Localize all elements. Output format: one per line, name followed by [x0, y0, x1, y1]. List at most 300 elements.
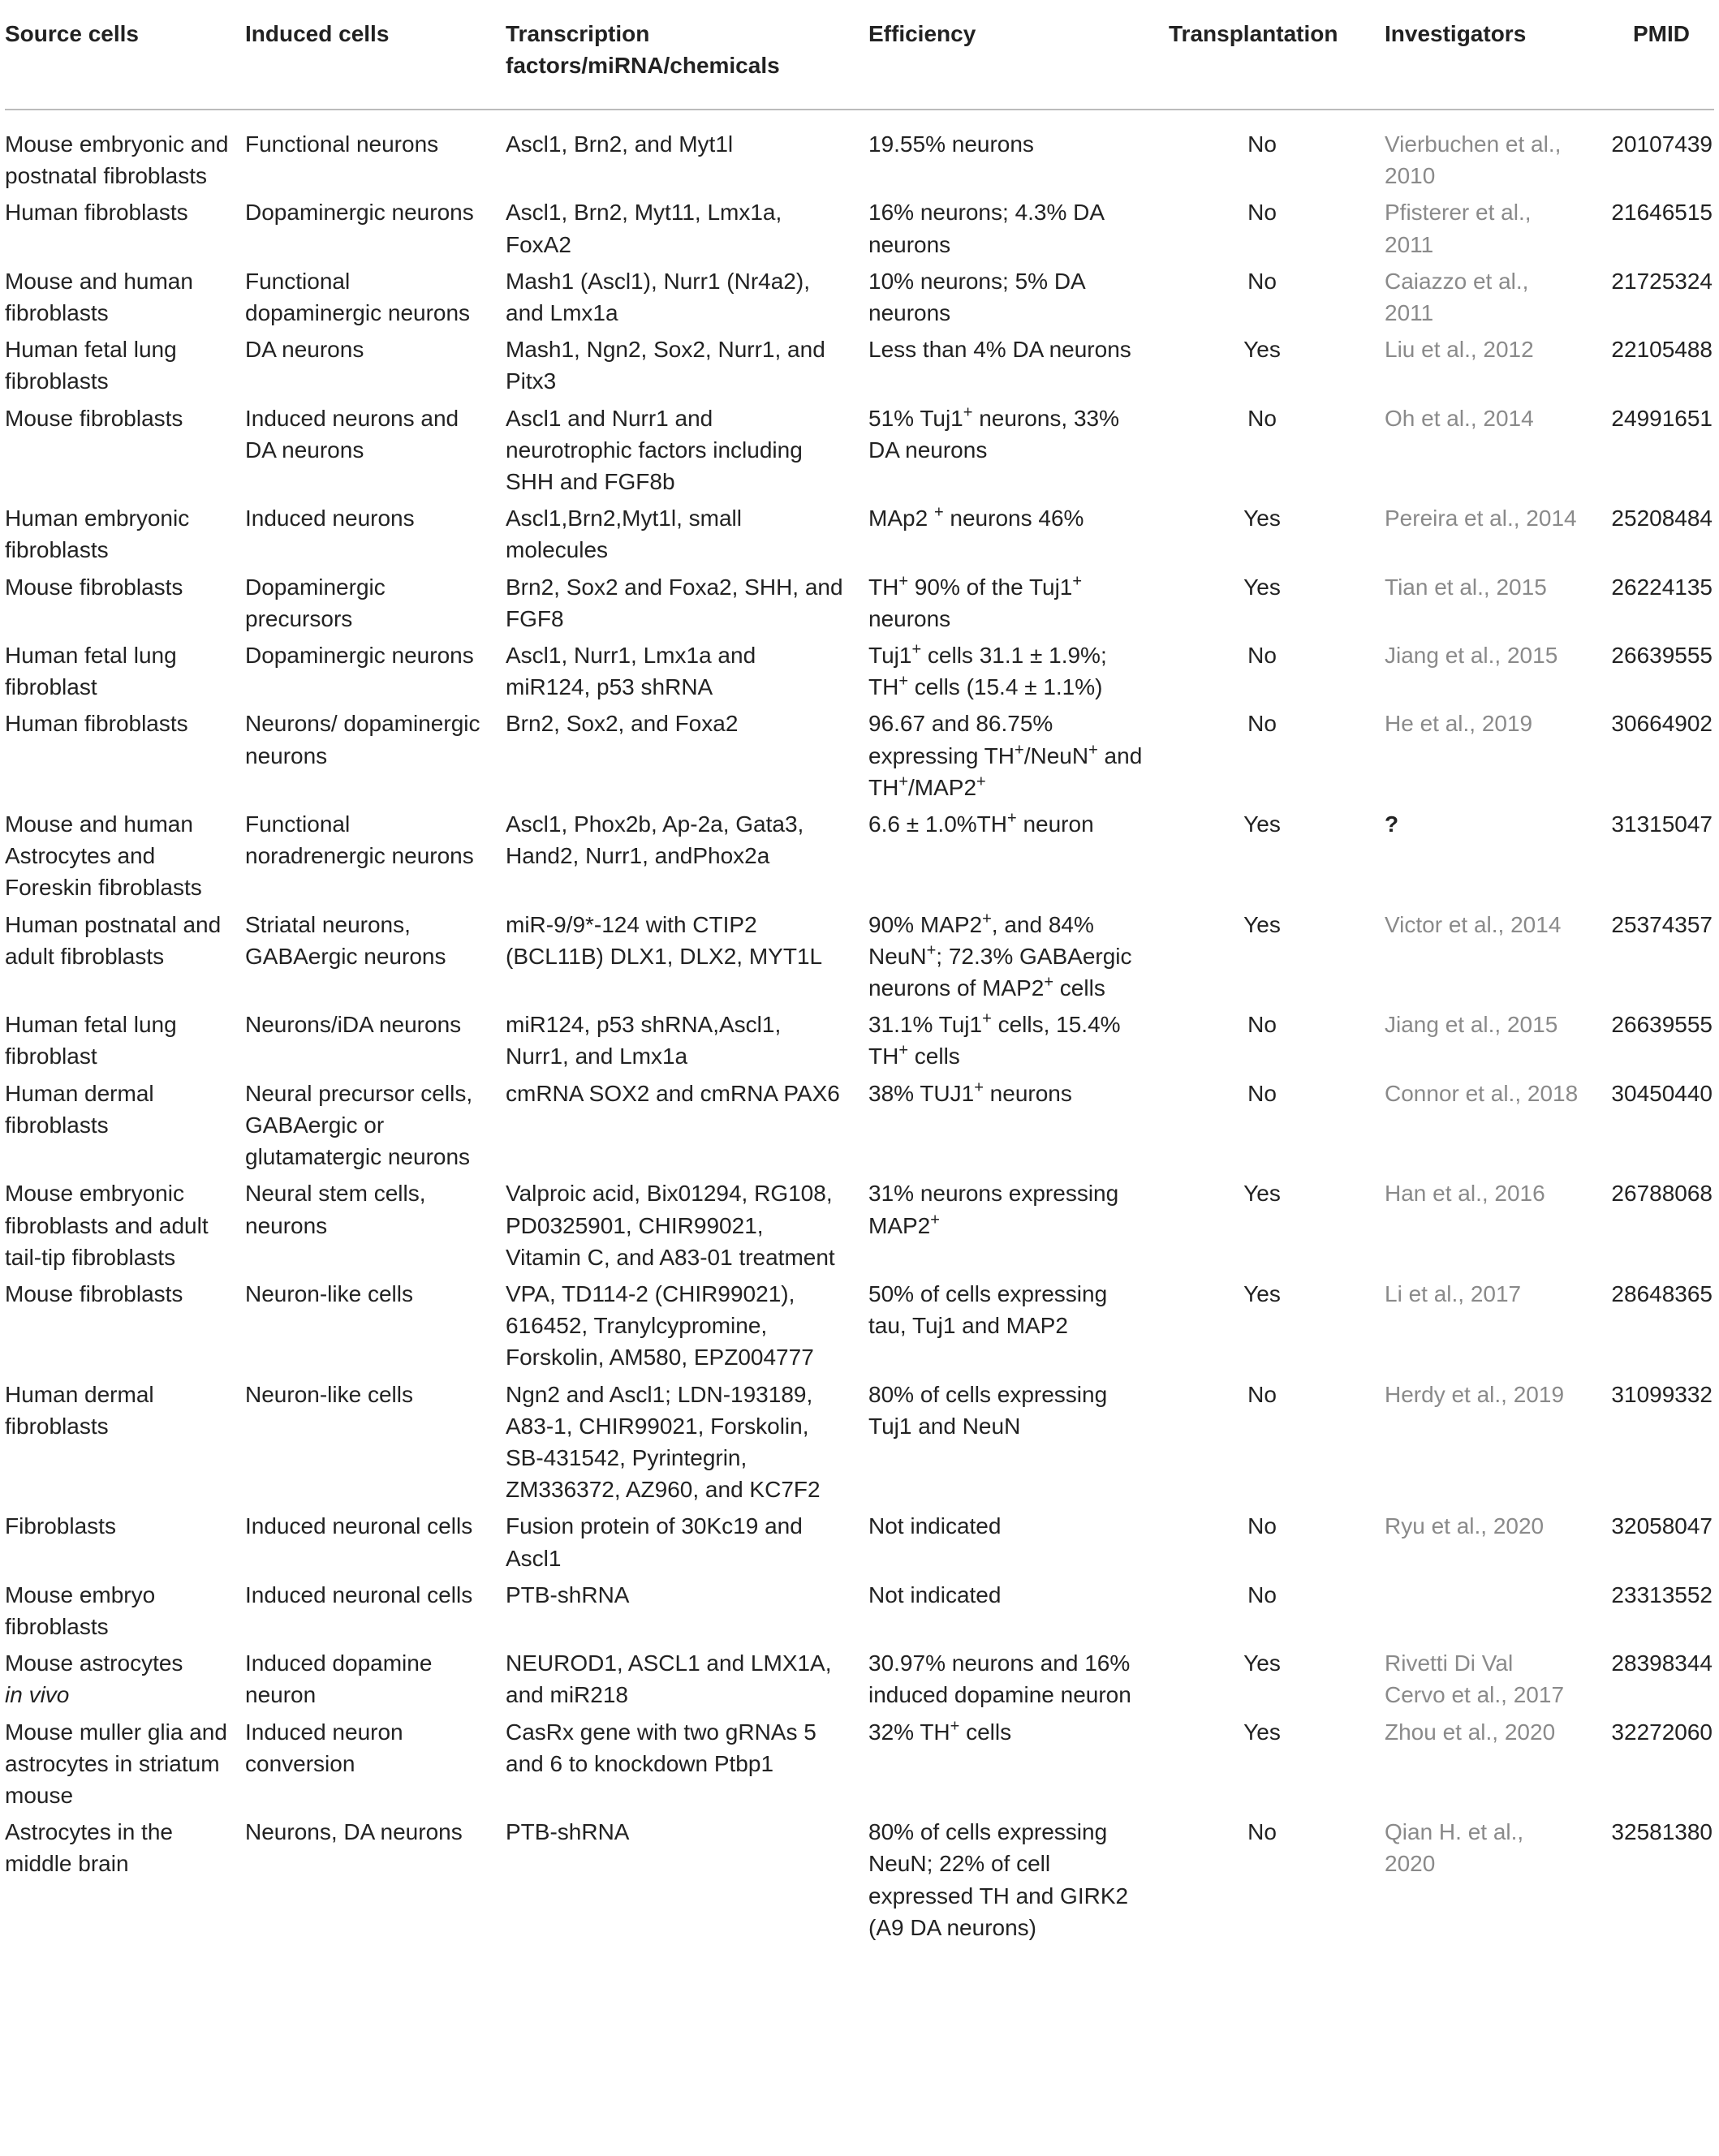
cell-transplantation [1169, 1510, 1385, 1578]
source-text: Human fetal lung fibroblast [5, 643, 177, 700]
pmid-text: 30450440 [1611, 1080, 1713, 1106]
factors-text: Ascl1, Nurr1, Lmx1a and miR124, p53 shRNA [506, 643, 756, 700]
cell-investigators [1385, 196, 1596, 265]
pmid-text: 32058047 [1611, 1513, 1713, 1539]
cell-source [5, 110, 245, 196]
cell-transplantation [1169, 1177, 1385, 1278]
table-row [5, 1816, 1714, 1948]
source-text: Mouse and human Astrocytes and Foreskin fibroblasts [5, 811, 202, 901]
table-row [5, 110, 1714, 196]
factors-text: cmRNA SOX2 and cmRNA PAX6 [506, 1080, 840, 1106]
source-text: Human fetal lung fibroblasts [5, 337, 177, 394]
efficiency-text: Less than 4% DA neurons [868, 337, 1131, 363]
factors-text: Ascl1, Phox2b, Ap-2a, Gata3, Hand2, Nurr1, andPhox2a [506, 811, 804, 869]
cell-factors [506, 1078, 868, 1178]
superscript: + [1088, 741, 1098, 760]
source-text: Mouse embryo fibroblasts [5, 1581, 156, 1639]
cell-efficiency [868, 808, 1169, 909]
efficiency-text: 6.6 ± 1.0%TH [868, 811, 1007, 837]
pmid-text: 22105488 [1611, 337, 1713, 363]
cell-efficiency [868, 1278, 1169, 1379]
efficiency-text: MAp2 [868, 506, 934, 531]
cell-pmid [1596, 1278, 1714, 1379]
transplantation-text: No [1247, 405, 1277, 431]
cell-transplantation [1169, 571, 1385, 639]
investigators-text: Caiazzo et al., 2011 [1385, 268, 1529, 326]
cell-investigators [1385, 110, 1596, 196]
cell-efficiency [868, 265, 1169, 334]
induced-text: Neurons/ dopaminergic neurons [245, 711, 480, 768]
cell-transplantation [1169, 808, 1385, 909]
cell-investigators [1385, 1379, 1596, 1511]
efficiency-text: , and 84% NeuN [868, 911, 1094, 969]
cell-induced [245, 639, 506, 708]
transplantation-text: No [1247, 643, 1277, 669]
investigators-text: Rivetti Di Val Cervo et al., 2017 [1385, 1650, 1565, 1708]
cell-pmid [1596, 1009, 1714, 1077]
cell-pmid [1596, 1177, 1714, 1278]
superscript: + [898, 572, 909, 591]
source-italic: in vivo [5, 1682, 70, 1708]
transplantation-text: Yes [1243, 506, 1281, 531]
cell-investigators [1385, 1177, 1596, 1278]
cell-source [5, 571, 245, 639]
efficiency-text: cells [1053, 975, 1105, 1001]
cell-factors [506, 334, 868, 402]
superscript: + [1072, 572, 1083, 591]
induced-text: Neural precursor cells, GABAergic or glutamatergic neurons [245, 1080, 473, 1170]
efficiency-text: 90% MAP2 [868, 911, 983, 937]
cell-pmid [1596, 1510, 1714, 1578]
cell-factors [506, 265, 868, 334]
superscript: + [911, 640, 922, 659]
factors-text: Brn2, Sox2, and Foxa2 [506, 711, 739, 737]
cell-investigators [1385, 265, 1596, 334]
factors-text: NEUROD1, ASCL1 and LMX1A, and miR218 [506, 1650, 832, 1708]
investigators-text: Oh et al., 2014 [1385, 405, 1534, 431]
cell-transplantation [1169, 1278, 1385, 1379]
factors-text: CasRx gene with two gRNAs 5 and 6 to knockdown Ptbp1 [506, 1719, 816, 1776]
efficiency-text: TH [868, 574, 899, 600]
cell-pmid [1596, 196, 1714, 265]
cell-pmid [1596, 1379, 1714, 1511]
induced-text: Neurons, DA neurons [245, 1819, 463, 1845]
factors-text: Mash1 (Ascl1), Nurr1 (Nr4a2), and Lmx1a [506, 268, 810, 326]
efficiency-text: cells 31.1 ± 1.9%; TH [868, 643, 1107, 700]
induced-text: Neural stem cells, neurons [245, 1181, 426, 1238]
source-text: Astrocytes in the middle brain [5, 1819, 173, 1877]
pmid-text: 26639555 [1611, 643, 1713, 669]
efficiency-text: cells [959, 1719, 1012, 1745]
cell-induced [245, 808, 506, 909]
table-row [5, 265, 1714, 334]
induced-text: Neuron-like cells [245, 1381, 413, 1407]
cell-investigators [1385, 1078, 1596, 1178]
cell-pmid [1596, 265, 1714, 334]
cell-source [5, 1078, 245, 1178]
transplantation-text: No [1247, 1381, 1277, 1407]
pmid-text: 25208484 [1611, 506, 1713, 531]
pmid-text: 32272060 [1611, 1719, 1713, 1745]
cell-factors [506, 639, 868, 708]
cell-pmid [1596, 708, 1714, 808]
pmid-text: 21646515 [1611, 200, 1713, 226]
cell-induced [245, 1716, 506, 1817]
cell-transplantation [1169, 1647, 1385, 1715]
superscript: + [898, 1042, 909, 1061]
cell-transplantation [1169, 402, 1385, 503]
investigators-text: Zhou et al., 2020 [1385, 1719, 1556, 1745]
table-row [5, 909, 1714, 1009]
cell-induced [245, 1009, 506, 1077]
cell-source [5, 502, 245, 570]
table-body [5, 110, 1714, 1948]
cell-pmid [1596, 1579, 1714, 1647]
efficiency-text: 90% of the Tuj1 [908, 574, 1073, 600]
cell-transplantation [1169, 1816, 1385, 1948]
cell-pmid [1596, 334, 1714, 402]
factors-text: Ngn2 and Ascl1; LDN-193189, A83-1, CHIR99021, Forskolin, SB-431542, Pyrintegrin, ZM336372, AZ960, and KC7F2 [506, 1381, 821, 1503]
cell-induced [245, 1510, 506, 1578]
efficiency-text: ; 72.3% GABAergic neurons of MAP2 [868, 943, 1132, 1001]
header-transplantation: Transplantation [1169, 10, 1385, 110]
source-text: Mouse fibroblasts [5, 574, 183, 600]
transplantation-text: No [1247, 131, 1277, 157]
efficiency-text: /NeuN [1023, 742, 1089, 768]
pmid-text: 26224135 [1611, 574, 1713, 600]
superscript: + [982, 910, 992, 928]
cell-induced [245, 110, 506, 196]
table-row [5, 1579, 1714, 1647]
cell-efficiency [868, 708, 1169, 808]
transplantation-text: Yes [1243, 1650, 1281, 1676]
table-row [5, 571, 1714, 639]
factors-text: Fusion protein of 30Kc19 and Ascl1 [506, 1513, 803, 1571]
cell-efficiency [868, 639, 1169, 708]
induced-text: Functional dopaminergic neurons [245, 268, 471, 326]
cell-induced [245, 571, 506, 639]
cell-factors [506, 571, 868, 639]
transplantation-text: Yes [1243, 1719, 1281, 1745]
source-text: Human embryonic fibroblasts [5, 506, 190, 563]
table-row [5, 808, 1714, 909]
cell-transplantation [1169, 1716, 1385, 1817]
pmid-text: 31099332 [1611, 1381, 1713, 1407]
factors-text: Mash1, Ngn2, Sox2, Nurr1, and Pitx3 [506, 337, 825, 394]
investigators-text: Li et al., 2017 [1385, 1280, 1522, 1306]
table-row [5, 196, 1714, 265]
efficiency-text: neurons, 33% DA neurons [868, 405, 1120, 463]
efficiency-text: neuron [1016, 811, 1094, 837]
cell-investigators [1385, 1278, 1596, 1379]
table-row [5, 639, 1714, 708]
factors-text: Valproic acid, Bix01294, RG108, PD0325901, CHIR99021, Vitamin C, and A83-01 treatment [506, 1181, 835, 1270]
table-row [5, 1278, 1714, 1379]
cell-induced [245, 1078, 506, 1178]
cell-investigators [1385, 571, 1596, 639]
induced-text: Dopaminergic neurons [245, 200, 474, 226]
pmid-text: 20107439 [1611, 131, 1713, 157]
cell-transplantation [1169, 1009, 1385, 1077]
cell-factors [506, 808, 868, 909]
efficiency-text: 50% of cells expressing tau, Tuj1 and MAP2 [868, 1280, 1108, 1339]
table-row [5, 1510, 1714, 1578]
transplantation-text: No [1247, 1012, 1277, 1038]
pmid-text: 28648365 [1611, 1280, 1713, 1306]
cell-induced [245, 1278, 506, 1379]
investigators-text: He et al., 2019 [1385, 711, 1533, 737]
transplantation-text: Yes [1243, 337, 1281, 363]
induced-text: Induced neuronal cells [245, 1581, 473, 1607]
cell-induced [245, 1177, 506, 1278]
superscript: + [976, 772, 986, 791]
induced-text: Dopaminergic neurons [245, 643, 474, 669]
factors-text: Ascl1 and Nurr1 and neurotrophic factors including SHH and FGF8b [506, 405, 803, 495]
table-row [5, 502, 1714, 570]
cell-transplantation [1169, 502, 1385, 570]
cell-source [5, 1579, 245, 1647]
efficiency-text: neurons 46% [943, 506, 1084, 531]
investigators-text: Jiang et al., 2015 [1385, 643, 1558, 669]
cell-pmid [1596, 639, 1714, 708]
cell-induced [245, 334, 506, 402]
source-text: Mouse fibroblasts [5, 405, 183, 431]
source-text: Mouse astrocytes [5, 1650, 183, 1676]
superscript: + [1015, 741, 1024, 760]
cell-factors [506, 402, 868, 503]
investigators-text: Connor et al., 2018 [1385, 1080, 1579, 1106]
induced-text: Induced neurons [245, 506, 415, 531]
pmid-text: 25374357 [1611, 911, 1713, 937]
induced-text: Induced dopamine neuron [245, 1650, 433, 1708]
induced-text: DA neurons [245, 337, 364, 363]
factors-text: Ascl1,Brn2,Myt1l, small molecules [506, 506, 742, 563]
cell-factors [506, 110, 868, 196]
cell-transplantation [1169, 196, 1385, 265]
source-text: Human postnatal and adult fibroblasts [5, 911, 222, 969]
efficiency-text: cells, 15.4% TH [868, 1012, 1121, 1069]
superscript: + [950, 1717, 960, 1736]
efficiency-text: 80% of cells expressing Tuj1 and NeuN [868, 1381, 1108, 1439]
cell-transplantation [1169, 1579, 1385, 1647]
transplantation-text: No [1247, 200, 1277, 226]
investigators-text: Pereira et al., 2014 [1385, 506, 1577, 531]
induced-text: Neurons/iDA neurons [245, 1012, 462, 1038]
transplantation-text: Yes [1243, 811, 1281, 837]
cell-investigators [1385, 402, 1596, 503]
pmid-text: 32581380 [1611, 1819, 1713, 1845]
table-row [5, 1716, 1714, 1817]
cell-investigators [1385, 808, 1596, 909]
table-row [5, 1379, 1714, 1511]
cell-efficiency [868, 502, 1169, 570]
cell-pmid [1596, 402, 1714, 503]
investigators-text: Jiang et al., 2015 [1385, 1012, 1558, 1038]
transplantation-text: No [1247, 1819, 1277, 1845]
superscript: + [933, 503, 944, 522]
pmid-text: 21725324 [1611, 268, 1713, 294]
cell-transplantation [1169, 1078, 1385, 1178]
induced-text: Induced neuronal cells [245, 1513, 473, 1539]
efficiency-text: 31% neurons expressing MAP2 [868, 1181, 1119, 1238]
cell-source [5, 1278, 245, 1379]
cell-efficiency [868, 1510, 1169, 1578]
efficiency-text: 30.97% neurons and 16% induced dopamine neuron [868, 1650, 1131, 1708]
source-text: Human dermal fibroblasts [5, 1381, 154, 1439]
cell-investigators [1385, 708, 1596, 808]
source-text: Mouse fibroblasts [5, 1280, 183, 1306]
cell-induced [245, 265, 506, 334]
source-text: Fibroblasts [5, 1513, 116, 1539]
cell-induced [245, 1647, 506, 1715]
induced-text: Striatal neurons, GABAergic neurons [245, 911, 446, 969]
header-factors: Transcription factors/miRNA/chemicals [506, 10, 868, 110]
superscript: + [982, 1009, 992, 1028]
cell-pmid [1596, 909, 1714, 1009]
cell-pmid [1596, 502, 1714, 570]
investigators-text: Victor et al., 2014 [1385, 911, 1562, 937]
pmid-text: 30664902 [1611, 711, 1713, 737]
cell-source [5, 808, 245, 909]
investigators-text: Liu et al., 2012 [1385, 337, 1534, 363]
cell-pmid [1596, 808, 1714, 909]
cell-induced [245, 708, 506, 808]
cell-transplantation [1169, 708, 1385, 808]
cell-induced [245, 909, 506, 1009]
efficiency-text: cells [908, 1044, 960, 1069]
cell-investigators [1385, 1716, 1596, 1817]
cell-efficiency [868, 1177, 1169, 1278]
superscript: + [974, 1078, 984, 1097]
pmid-text: 24991651 [1611, 405, 1713, 431]
induced-text: Functional noradrenergic neurons [245, 811, 474, 869]
efficiency-text: 10% neurons; 5% DA neurons [868, 268, 1085, 326]
transplantation-text: No [1247, 268, 1277, 294]
cell-efficiency [868, 1579, 1169, 1647]
cell-factors [506, 1177, 868, 1278]
superscript: + [963, 403, 973, 422]
investigators-text: ? [1385, 811, 1399, 837]
efficiency-text: 31.1% Tuj1 [868, 1012, 983, 1038]
cell-efficiency [868, 334, 1169, 402]
pmid-text: 31315047 [1611, 811, 1713, 837]
cell-factors [506, 196, 868, 265]
source-text: Mouse muller glia and astrocytes in striatum mouse [5, 1719, 227, 1808]
table-row [5, 1078, 1714, 1178]
cell-source [5, 1716, 245, 1817]
superscript: + [898, 772, 909, 791]
cell-investigators [1385, 639, 1596, 708]
cell-induced [245, 1379, 506, 1511]
cell-transplantation [1169, 1379, 1385, 1511]
cell-efficiency [868, 1647, 1169, 1715]
transplantation-text: Yes [1243, 1181, 1281, 1207]
source-text: Human dermal fibroblasts [5, 1080, 154, 1138]
cell-source [5, 1647, 245, 1715]
cell-source [5, 1816, 245, 1948]
cell-factors [506, 502, 868, 570]
cell-pmid [1596, 571, 1714, 639]
source-text: Mouse embryonic fibroblasts and adult tail-tip fibroblasts [5, 1181, 209, 1270]
factors-text: VPA, TD114-2 (CHIR99021), 616452, Tranylcypromine, Forskolin, AM580, EPZ004777 [506, 1280, 814, 1371]
cell-source [5, 402, 245, 503]
cell-induced [245, 1816, 506, 1948]
cell-efficiency [868, 1816, 1169, 1948]
cell-investigators [1385, 1510, 1596, 1578]
superscript: + [1007, 809, 1017, 828]
superscript: + [930, 1211, 940, 1229]
cell-factors [506, 1816, 868, 1948]
cell-factors [506, 1379, 868, 1511]
factors-text: PTB-shRNA [506, 1581, 630, 1607]
efficiency-text: neurons [983, 1080, 1072, 1106]
factors-text: Ascl1, Brn2, and Myt1l [506, 131, 734, 157]
efficiency-text: 32% TH [868, 1719, 950, 1745]
cell-pmid [1596, 1078, 1714, 1178]
investigators-text: Qian H. et al., 2020 [1385, 1819, 1524, 1877]
cell-efficiency [868, 1009, 1169, 1077]
transplantation-text: No [1247, 1080, 1277, 1106]
cell-investigators [1385, 1647, 1596, 1715]
reprogramming-table [5, 10, 1714, 1948]
cell-source [5, 909, 245, 1009]
efficiency-text: /MAP2 [908, 774, 977, 800]
pmid-text: 28398344 [1611, 1650, 1713, 1676]
source-text: Human fibroblasts [5, 711, 188, 737]
cell-investigators [1385, 502, 1596, 570]
cell-pmid [1596, 1816, 1714, 1948]
source-text: Human fibroblasts [5, 200, 188, 226]
table-row [5, 1177, 1714, 1278]
cell-source [5, 1510, 245, 1578]
cell-factors [506, 1647, 868, 1715]
cell-factors [506, 909, 868, 1009]
cell-investigators [1385, 1816, 1596, 1948]
cell-transplantation [1169, 639, 1385, 708]
investigators-text: Tian et al., 2015 [1385, 574, 1547, 600]
header-induced: Induced cells [245, 10, 506, 110]
cell-induced [245, 196, 506, 265]
cell-source [5, 196, 245, 265]
transplantation-text: Yes [1243, 911, 1281, 937]
table-row [5, 708, 1714, 808]
cell-factors [506, 1716, 868, 1817]
efficiency-text: Not indicated [868, 1581, 1002, 1607]
cell-source [5, 1177, 245, 1278]
cell-source [5, 639, 245, 708]
table-row [5, 1647, 1714, 1715]
cell-investigators [1385, 909, 1596, 1009]
cell-source [5, 334, 245, 402]
investigators-text: Ryu et al., 2020 [1385, 1513, 1545, 1539]
source-text: Mouse embryonic and postnatal fibroblasts [5, 131, 229, 189]
cell-factors [506, 1579, 868, 1647]
cell-investigators [1385, 1579, 1596, 1647]
table-row [5, 402, 1714, 503]
cell-transplantation [1169, 909, 1385, 1009]
factors-text: PTB-shRNA [506, 1819, 630, 1845]
investigators-text: Vierbuchen et al., 2010 [1385, 131, 1562, 189]
efficiency-text: 16% neurons; 4.3% DA neurons [868, 200, 1104, 257]
induced-text: Induced neurons and DA neurons [245, 405, 459, 463]
transplantation-text: Yes [1243, 574, 1281, 600]
cell-induced [245, 1579, 506, 1647]
transplantation-text: No [1247, 711, 1277, 737]
cell-transplantation [1169, 265, 1385, 334]
induced-text: Induced neuron conversion [245, 1719, 403, 1776]
efficiency-text: 51% Tuj1 [868, 405, 963, 431]
cell-factors [506, 708, 868, 808]
